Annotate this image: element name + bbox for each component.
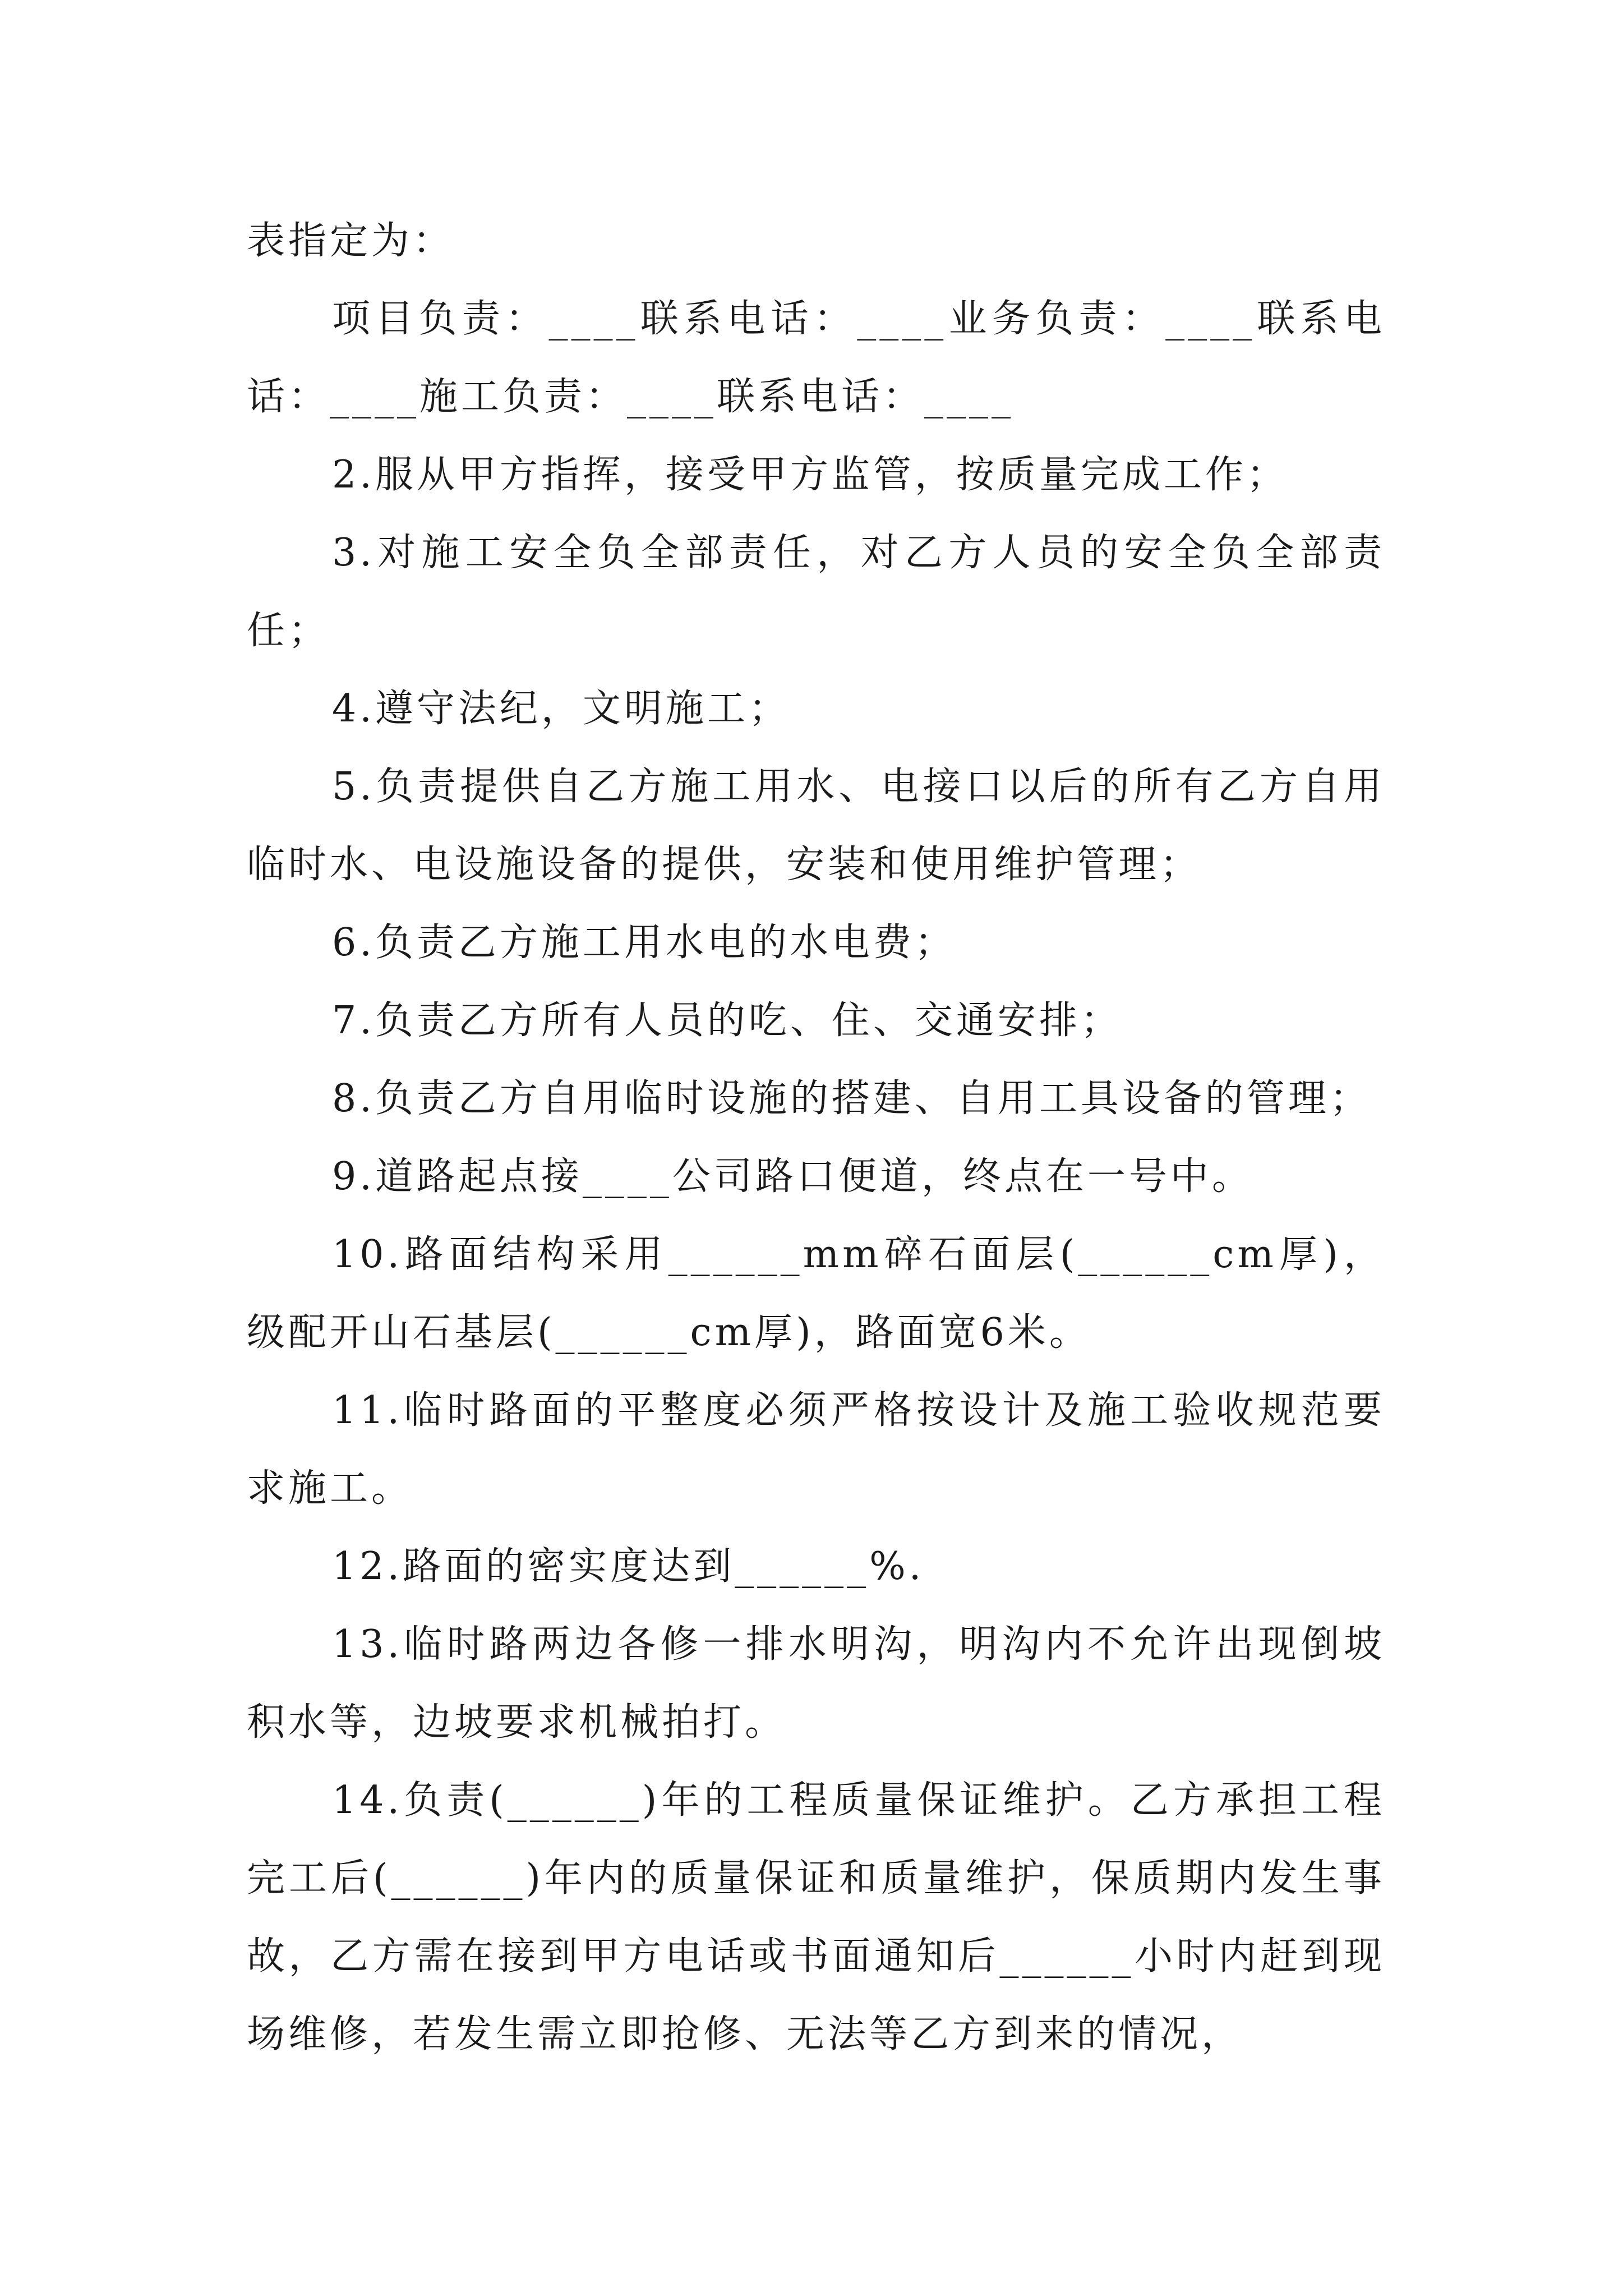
paragraph-item-6: 6.负责乙方施工用水电的水电费； xyxy=(332,921,956,965)
paragraph-item-8: 8.负责乙方自用临时设施的搭建、自用工具设备的管理； xyxy=(332,1076,1371,1121)
paragraph-item-3: 3.对施工安全负全部责任，对乙方人员的安全负全部责任； xyxy=(247,531,1385,653)
paragraph-item-5: 5.负责提供自乙方施工用水、电接口以后的所有乙方自用临时水、电设施设备的提供，安装和使用维护管理； xyxy=(247,765,1385,887)
paragraph-item-2: 2.服从甲方指挥，接受甲方监管，按质量完成工作； xyxy=(332,453,1288,497)
paragraph-item-14: 14.负责(______)年的工程质量保证维护。乙方承担工程完工后(______)年内的质量保证和质量维护，保质期内发生事故，乙方需在接到甲方电话或书面通知后______小时内赶到现场维修，若发生需立即抢修、无法等乙方到来的情况， xyxy=(247,1778,1385,2056)
paragraph-item-10: 10.路面结构采用______mm碎石面层(______cm厚)，级配开山石基层(______cm厚)，路面宽6米。 xyxy=(247,1232,1385,1355)
paragraph-item-9: 9.道路起点接____公司路口便道，终点在一号中。 xyxy=(332,1154,1253,1199)
paragraph-item-7: 7.负责乙方所有人员的吃、住、交通安排； xyxy=(332,999,1122,1043)
paragraph-contacts: 项目负责：____联系电话：____业务负责：____联系电话：____施工负责：____联系电话：____ xyxy=(247,297,1385,419)
paragraph-item-13: 13.临时路两边各修一排水明沟，明沟内不允许出现倒坡积水等，边坡要求机械拍打。 xyxy=(247,1622,1385,1745)
paragraph-item-11: 11.临时路面的平整度必须严格按设计及施工验收规范要求施工。 xyxy=(247,1388,1385,1511)
paragraph-item-4: 4.遵守法纪，文明施工； xyxy=(332,687,790,731)
document-body xyxy=(247,202,1385,2073)
paragraph-intro: 表指定为： xyxy=(247,219,455,263)
paragraph-item-12: 12.路面的密实度达到______%. xyxy=(332,1544,925,1589)
